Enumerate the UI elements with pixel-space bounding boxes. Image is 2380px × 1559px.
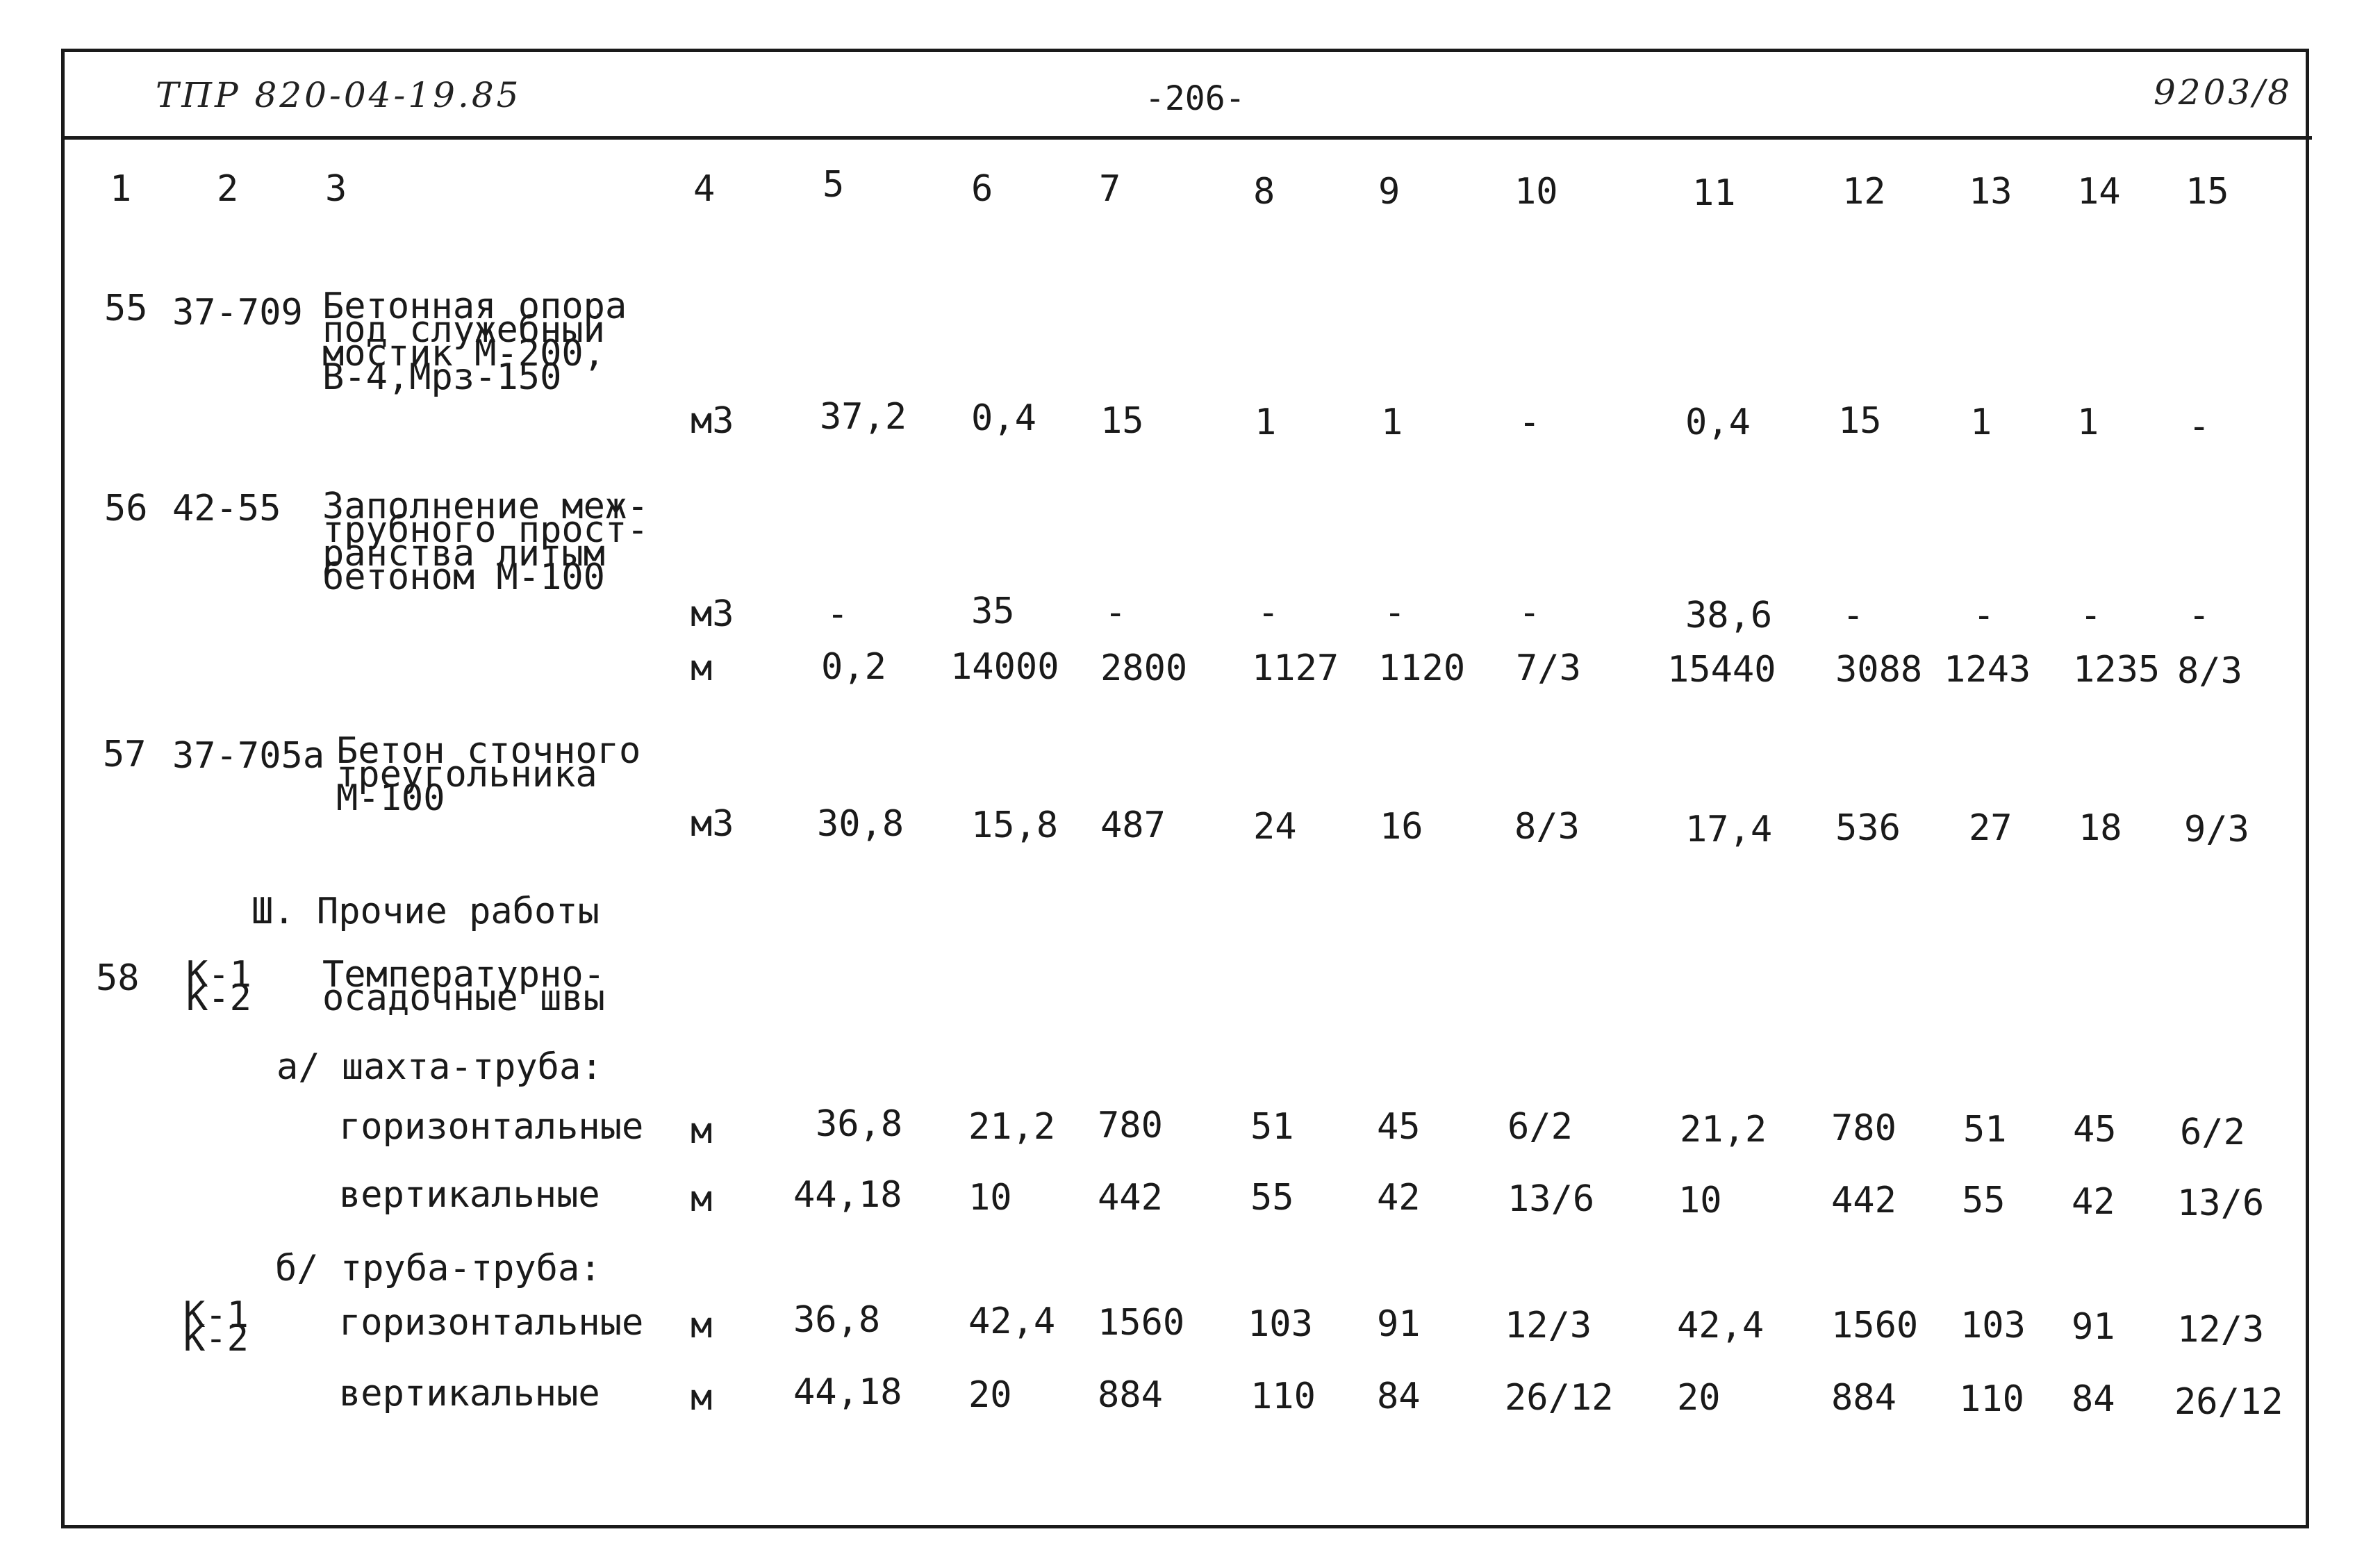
cell: 103 [1248, 1303, 1313, 1345]
cell: 44,18 [793, 1371, 902, 1413]
cell: - [1973, 595, 1995, 636]
cell: 42,4 [968, 1301, 1056, 1342]
cell: 8/3 [2177, 650, 2242, 692]
row-description: Заполнение меж- трубного прост- ранства литым бетоном М-100 [322, 486, 649, 598]
cell: 1127 [1252, 647, 1339, 689]
cell: 10 [968, 1177, 1012, 1219]
cell: 487 [1100, 805, 1166, 846]
col-8: 8 [1253, 171, 1275, 213]
cell: 15 [1838, 400, 1882, 442]
col-5: 5 [823, 164, 845, 206]
cell: 1 [1255, 402, 1277, 443]
cell: 84 [1377, 1376, 1421, 1417]
cell: - [1384, 592, 1406, 634]
cell: 15 [1100, 400, 1144, 442]
col-1: 1 [110, 168, 132, 210]
cell: 6/2 [2180, 1112, 2245, 1153]
row-unit: м3 [691, 400, 734, 442]
cell: 110 [1250, 1376, 1316, 1417]
row-description: Бетонная опора под служебный мостик М-200, В-4,Мрз-150 [322, 286, 627, 398]
row-number: 57 [103, 734, 147, 775]
col-10: 10 [1514, 171, 1558, 213]
cell: 442 [1098, 1177, 1163, 1219]
cell: 44,18 [793, 1174, 902, 1216]
cell: 12/3 [1505, 1305, 1592, 1346]
cell: 13/6 [1507, 1178, 1595, 1220]
cell: 15440 [1667, 649, 1776, 691]
cell: 3088 [1835, 649, 1923, 691]
cell: 38,6 [1685, 595, 1773, 636]
header-divider [61, 136, 2312, 140]
row-unit: м [691, 1305, 713, 1346]
cell: 780 [1831, 1107, 1896, 1149]
cell: 26/12 [2174, 1381, 2283, 1423]
cell: - [1842, 595, 1865, 636]
col-2: 2 [217, 168, 239, 210]
cell: 12/3 [2177, 1309, 2265, 1351]
cell: 35 [971, 591, 1015, 632]
subsection-label: а/ шахта-труба: [276, 1046, 603, 1088]
cell: 1243 [1944, 649, 2031, 691]
cell: 0,4 [971, 397, 1036, 439]
cell: 1235 [2073, 649, 2160, 691]
cell: - [1519, 402, 1541, 443]
row-unit: м3 [691, 803, 734, 845]
cell: 2800 [1100, 647, 1188, 689]
cell: - [1519, 592, 1541, 634]
cell: 884 [1098, 1374, 1163, 1416]
col-15: 15 [2185, 171, 2229, 213]
row-code: 37-709 [172, 292, 303, 333]
row-description: Температурно- осадочные швы [322, 954, 605, 1019]
cell: 37,2 [820, 396, 907, 438]
cell: - [1105, 592, 1127, 634]
cell: 14000 [950, 646, 1059, 688]
row-number: 55 [104, 288, 148, 329]
col-12: 12 [1842, 171, 1886, 213]
col-13: 13 [1969, 171, 2013, 213]
row-code: 37-705а [172, 735, 325, 777]
row-description: горизонтальные [339, 1106, 644, 1148]
cell: - [1257, 592, 1280, 634]
cell: 42,4 [1677, 1305, 1765, 1346]
cell: - [827, 593, 849, 635]
col-9: 9 [1378, 171, 1400, 213]
cell: 42 [2072, 1181, 2115, 1223]
cell: 6/2 [1507, 1106, 1573, 1148]
cell: 442 [1831, 1180, 1896, 1221]
cell: 110 [1959, 1378, 2024, 1420]
row-unit: м [691, 1377, 713, 1419]
row-unit: м3 [691, 593, 734, 635]
cell: 17,4 [1685, 809, 1773, 850]
sheet-code: 9203/8 [2154, 72, 2292, 113]
cell: 0,4 [1685, 402, 1751, 443]
cell: 1 [2077, 402, 2099, 443]
row-description: горизонтальные [339, 1302, 644, 1344]
cell: 21,2 [968, 1106, 1056, 1148]
cell: 18 [2079, 807, 2122, 849]
col-4: 4 [693, 168, 716, 210]
cell: 1560 [1831, 1305, 1919, 1346]
cell: 1 [1970, 402, 1992, 443]
section-heading: Ш. Прочие работы [251, 891, 600, 932]
row-unit: м [691, 647, 713, 689]
cell: 55 [1962, 1180, 2006, 1221]
col-7: 7 [1099, 168, 1121, 210]
cell: 51 [1250, 1106, 1294, 1148]
subsection-label: б/ труба-труба: [275, 1248, 602, 1289]
cell: 91 [2072, 1306, 2115, 1348]
cell: 15,8 [971, 805, 1059, 846]
cell: - [2080, 595, 2102, 636]
cell: 103 [1960, 1305, 2026, 1346]
col-6: 6 [971, 168, 993, 210]
cell: 7/3 [1516, 647, 1581, 689]
doc-code: ТПР 820-04-19.85 [156, 75, 522, 115]
cell: 55 [1250, 1177, 1294, 1219]
cell: 42 [1377, 1177, 1421, 1219]
cell: 51 [1963, 1109, 2007, 1150]
cell: 1120 [1378, 647, 1466, 689]
cell: 13/6 [2177, 1182, 2265, 1224]
cell: 0,2 [821, 646, 886, 688]
cell: 1 [1381, 402, 1403, 443]
row-code: К-1 К-2 [183, 1294, 249, 1360]
row-code: 42-55 [172, 488, 281, 529]
cell: - [2188, 406, 2210, 447]
cell: 8/3 [1514, 806, 1580, 848]
cell: 9/3 [2184, 809, 2249, 850]
row-description: Бетон сточного треугольника М-100 [336, 730, 641, 819]
cell: 27 [1969, 807, 2013, 849]
cell: - [2188, 595, 2210, 636]
cell: 10 [1678, 1180, 1722, 1221]
cell: 20 [1677, 1377, 1721, 1419]
page-number: -206- [1145, 79, 1246, 118]
cell: 536 [1835, 807, 1901, 849]
col-14: 14 [2077, 171, 2121, 213]
cell: 26/12 [1505, 1377, 1614, 1419]
cell: 45 [1377, 1106, 1421, 1148]
cell: 20 [968, 1374, 1012, 1416]
cell: 780 [1098, 1105, 1163, 1146]
row-number: 56 [104, 488, 148, 529]
cell: 36,8 [816, 1103, 903, 1145]
cell: 91 [1377, 1303, 1421, 1345]
cell: 84 [2072, 1378, 2115, 1420]
cell: 1560 [1098, 1302, 1185, 1344]
cell: 21,2 [1680, 1109, 1767, 1150]
cell: 24 [1253, 806, 1297, 848]
cell: 884 [1831, 1377, 1896, 1419]
col-11: 11 [1692, 172, 1736, 214]
cell: 30,8 [817, 803, 904, 845]
col-3: 3 [325, 168, 347, 210]
row-code: К-1 К-2 [186, 954, 251, 1019]
cell: 45 [2073, 1109, 2117, 1150]
row-description: вертикальные [339, 1373, 600, 1414]
row-unit: м [691, 1178, 713, 1220]
row-unit: м [691, 1110, 713, 1152]
row-description: вертикальные [339, 1174, 600, 1216]
cell: 36,8 [793, 1299, 881, 1341]
cell: 16 [1380, 806, 1423, 848]
row-number: 58 [96, 957, 140, 999]
